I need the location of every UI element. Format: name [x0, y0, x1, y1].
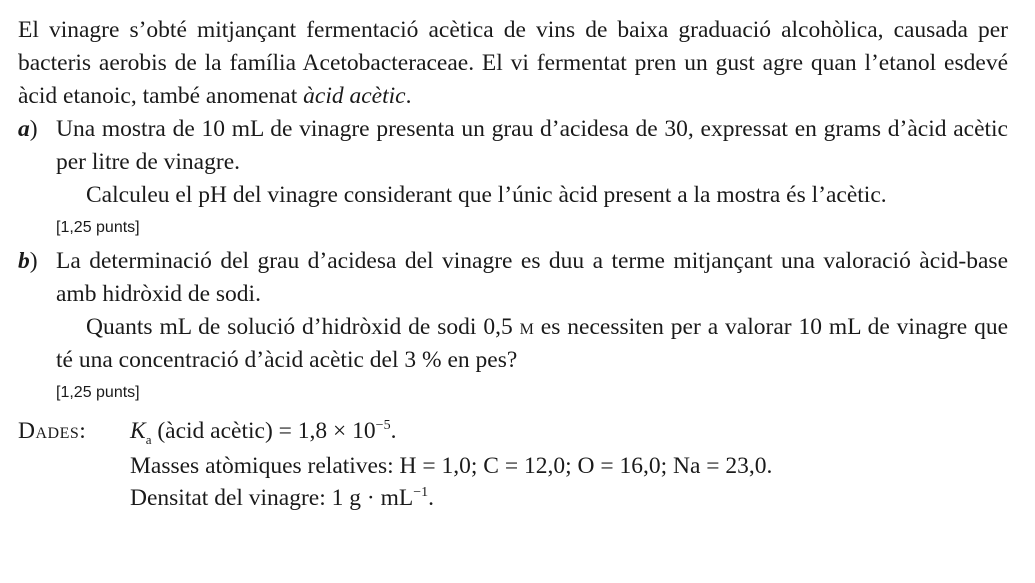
- question-b-statement: La determinació del grau d’acidesa del vinagre es duu a terme mitjançant una valoració àcid-base amb hidròxid de sodi.: [56, 248, 1008, 307]
- intro-end: .: [405, 83, 412, 109]
- question-a-task: Calculeu el pH del vinagre considerant que l’únic àcid present a la mostra és l’acètic.: [86, 182, 887, 208]
- question-b-task-end: es necessiten per a valorar 10 mL de vinagre que té una concentració d’àcid acètic del 3 % en pes?: [56, 314, 1008, 373]
- question-b: [18, 245, 1008, 403]
- data-label: Dades:: [18, 418, 87, 444]
- question-b-task: [56, 311, 1008, 377]
- data-density-line: [130, 482, 1008, 514]
- ka-end: .: [390, 418, 397, 444]
- density-end: .: [428, 485, 435, 511]
- data-masses-line: Masses atòmiques relatives: H = 1,0; C = 12,0; O = 16,0; Na = 23,0.: [130, 453, 773, 479]
- density-exponent: −1: [413, 485, 429, 501]
- question-a-statement: Una mostra de 10 mL de vinagre presenta un grau d’acidesa de 30, expressat en grams d’àcid acètic per litre de vinagre.: [56, 116, 1008, 175]
- data-ka-line: [130, 415, 1008, 450]
- ka-exponent: −5: [375, 418, 391, 434]
- density-text: Densitat del vinagre: 1 g · mL: [130, 485, 414, 511]
- intro-italic-term: àcid acètic: [303, 83, 406, 109]
- question-a-letter: a: [18, 116, 30, 142]
- data-section: [18, 415, 1008, 514]
- intro-text: El vinagre s’obté mitjançant fermentació acètica de vins de baixa graduació alcohòlica, causada per bacteris aerobis de la família Acetobacteraceae. El vi fermentat pren un gust agre quan l’etanol esdevé àcid etanoic, també anomenat: [18, 17, 1008, 109]
- question-a: [18, 113, 1008, 238]
- data-lines: [130, 415, 1008, 514]
- question-b-letter: b: [18, 248, 30, 274]
- question-b-points: [1,25 punts]: [56, 384, 140, 401]
- ka-text: (àcid acètic) = 1,8 × 10: [151, 418, 376, 444]
- question-a-points: [1,25 punts]: [56, 219, 140, 236]
- question-b-molar-unit: m: [519, 314, 534, 340]
- exam-document: [18, 14, 1008, 514]
- question-b-task-start: Quants mL de solució d’hidròxid de sodi 0,5: [86, 314, 520, 340]
- ka-subscript: a: [145, 432, 152, 447]
- ka-symbol: K: [130, 418, 146, 444]
- intro-paragraph: [18, 14, 1008, 113]
- question-a-marker: [18, 113, 38, 146]
- question-b-paren: ): [29, 248, 38, 274]
- question-a-paren: ): [29, 116, 38, 142]
- question-b-marker: [18, 245, 38, 278]
